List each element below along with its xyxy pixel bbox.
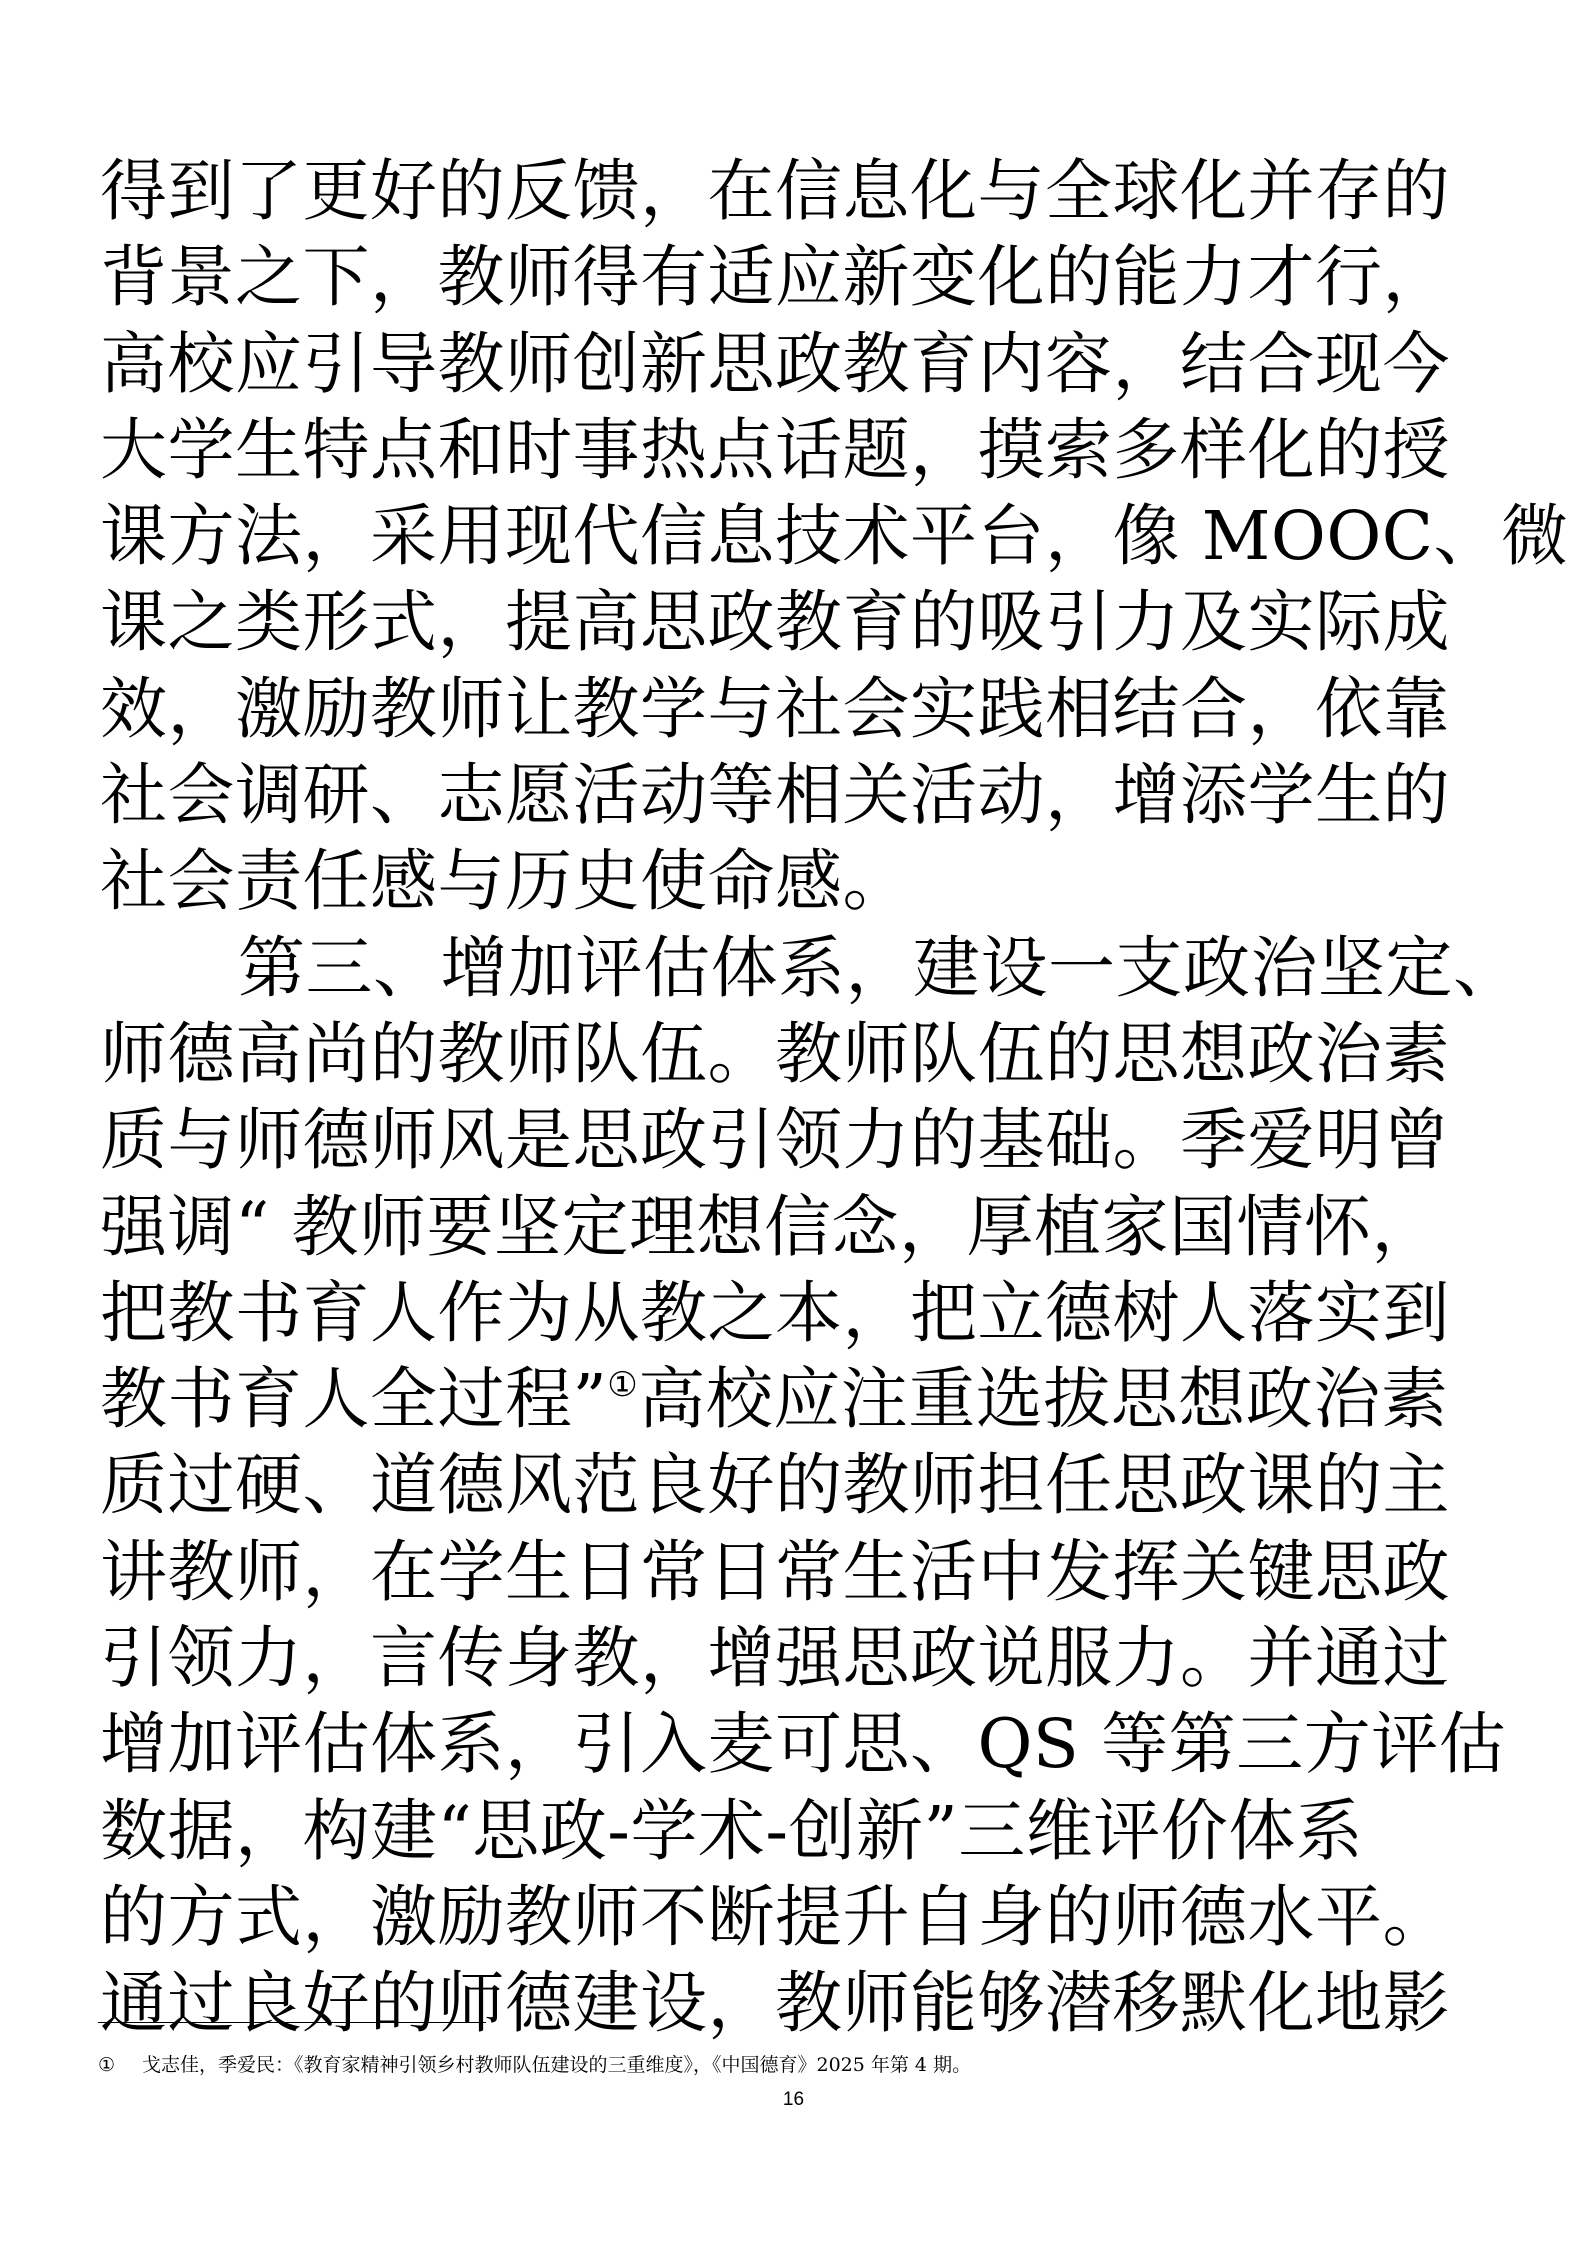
- footnote-text: 戈志佳，季爱民：《教育家精神引领乡村教师队伍建设的三重维度》，《中国德育》2025 年第 4 期。: [142, 2054, 972, 2076]
- text-line-14: 把教书育人作为从教之本，把立德树人落实到: [100, 1273, 1450, 1352]
- text-line-6: 课之类形式，提高思政教育的吸引力及实际成: [100, 583, 1450, 662]
- text-line-2: 背景之下，教师得有适应新变化的能力才行，: [100, 238, 1450, 317]
- text-line-4: 大学生特点和时事热点话题，摸索多样化的授: [100, 410, 1450, 489]
- text-line-15-part-2: 高校应注重选拔思想政治素: [638, 1360, 1449, 1439]
- text-line-19: 增加评估体系，引入麦可思、QS 等第三方评估: [100, 1705, 1507, 1784]
- text-line-15: [100, 1356, 1500, 1442]
- body-text: [100, 148, 1569, 2047]
- text-line-11: 师德高尚的教师队伍。教师队伍的思想政治素: [100, 1014, 1450, 1093]
- page-number: 16: [782, 2089, 805, 2110]
- footnote: [98, 2052, 971, 2078]
- text-line-18: 引领力，言传身教，增强思政说服力。并通过: [100, 1619, 1450, 1698]
- footnote-separator: [98, 2022, 486, 2023]
- text-line-3: 高校应引导教师创新思政教育内容，结合现今: [100, 324, 1450, 403]
- text-line-7: 效，激励教师让教学与社会实践相结合，依靠: [100, 669, 1450, 748]
- text-line-15-part-1: 教书育人全过程”: [100, 1360, 608, 1439]
- text-line-1: 得到了更好的反馈，在信息化与全球化并存的: [100, 152, 1450, 230]
- text-line-17: 讲教师，在学生日常日常生活中发挥关键思政: [100, 1532, 1450, 1611]
- text-line-5: 课方法，采用现代信息技术平台，像 MOOC、微: [100, 497, 1569, 576]
- text-line-16: 质过硬、道德风范良好的教师担任思政课的主: [100, 1446, 1450, 1525]
- footnote-marker: ①: [98, 2054, 116, 2076]
- text-line-13: 强调“ 教师要坚定理想信念，厚植家国情怀，: [100, 1187, 1440, 1266]
- text-line-8: 社会调研、志愿活动等相关活动，增添学生的: [100, 756, 1450, 835]
- footnote-reference[interactable]: ①: [607, 1365, 639, 1406]
- text-line-21: 的方式，激励教师不断提升自身的师德水平。: [100, 1877, 1450, 1956]
- text-line-9: 社会责任感与历史使命感。: [100, 842, 910, 921]
- text-line-12: 质与师德师风是思政引领力的基础。季爱明曾: [100, 1101, 1450, 1180]
- text-line-22: 通过良好的师德建设，教师能够潜移默化地影: [100, 1964, 1450, 2043]
- text-line-10: 第三、增加评估体系，建设一支政治坚定、: [238, 928, 1521, 1007]
- text-line-20: 数据，构建“思政-学术-创新”三维评价体系: [100, 1791, 1364, 1870]
